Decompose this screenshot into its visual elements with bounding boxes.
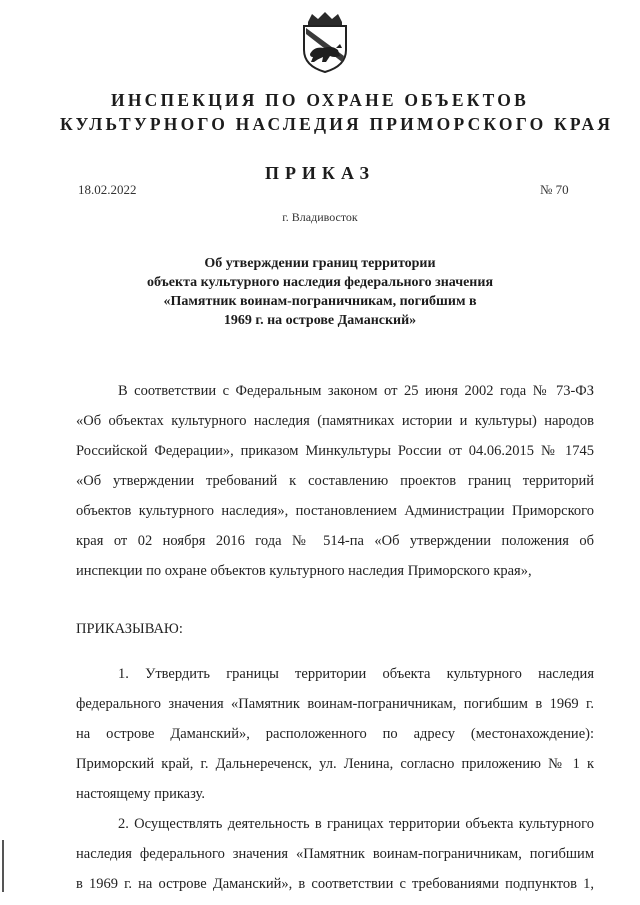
document-number: № 70 <box>540 182 569 197</box>
coat-of-arms-icon <box>296 12 354 74</box>
item2-line: в 1969 г. на острове Даманский», в соответствии с требованиями подпунктов 1, <box>76 876 594 892</box>
organization-name-line-2: КУЛЬТУРНОГО НАСЛЕДИЯ ПРИМОРСКОГО КРАЯ <box>60 114 614 134</box>
item2-line: наследия федерального значения «Памятник воинам-пограничникам, погибшим <box>76 846 594 862</box>
subject-line: «Памятник воинам-пограничникам, погибшим в <box>163 294 477 309</box>
document-date: 18.02.2022 <box>78 182 137 197</box>
subject-line: Об утверждении границ территории <box>204 256 436 271</box>
document-city: г. Владивосток <box>282 210 358 224</box>
item1-line: 1. Утвердить границы территории объекта культурного наследия <box>118 666 594 682</box>
preamble-line: В соответствии с Федеральным законом от 25 июня 2002 года № 73-ФЗ <box>118 383 594 399</box>
subject-line: 1969 г. на острове Даманский» <box>223 313 417 328</box>
preamble-line: «Об утверждении требований к составлению проектов границ территорий <box>76 473 594 489</box>
preamble-line: инспекции по охране объектов культурного наследия Приморского края», <box>76 563 532 579</box>
scan-edge-mark <box>2 840 4 892</box>
subject-line: объекта культурного наследия федерального значения <box>146 275 494 290</box>
item1-line: на острове Даманский», расположенного по адресу (местонахождение): <box>76 726 594 742</box>
preamble-line: «Об объектах культурного наследия (памятниках истории и культуры) народов <box>76 413 594 429</box>
item1-line: федерального значения «Памятник воинам-пограничникам, погибшим в 1969 г. <box>76 696 594 712</box>
preamble-line: края от 02 ноября 2016 года № 514-па «Об утверждении положения об <box>76 533 594 549</box>
document-type: ПРИКАЗ <box>264 163 376 183</box>
item2-line: 2. Осуществлять деятельность в границах территории объекта культурного <box>118 816 594 832</box>
document-subject <box>100 254 540 330</box>
preamble-line: объектов культурного наследия», постановлением Администрации Приморского <box>76 503 594 519</box>
preamble-line: Российской Федерации», приказом Минкультуры России от 04.06.2015 № 1745 <box>76 443 594 459</box>
organization-name-line-1: ИНСПЕКЦИЯ ПО ОХРАНЕ ОБЪЕКТОВ <box>111 90 529 110</box>
item1-line: Приморский край, г. Дальнереченск, ул. Ленина, согласно приложению № 1 к <box>76 756 594 772</box>
item1-line: настоящему приказу. <box>76 786 205 802</box>
order-word: ПРИКАЗЫВАЮ: <box>76 621 183 637</box>
